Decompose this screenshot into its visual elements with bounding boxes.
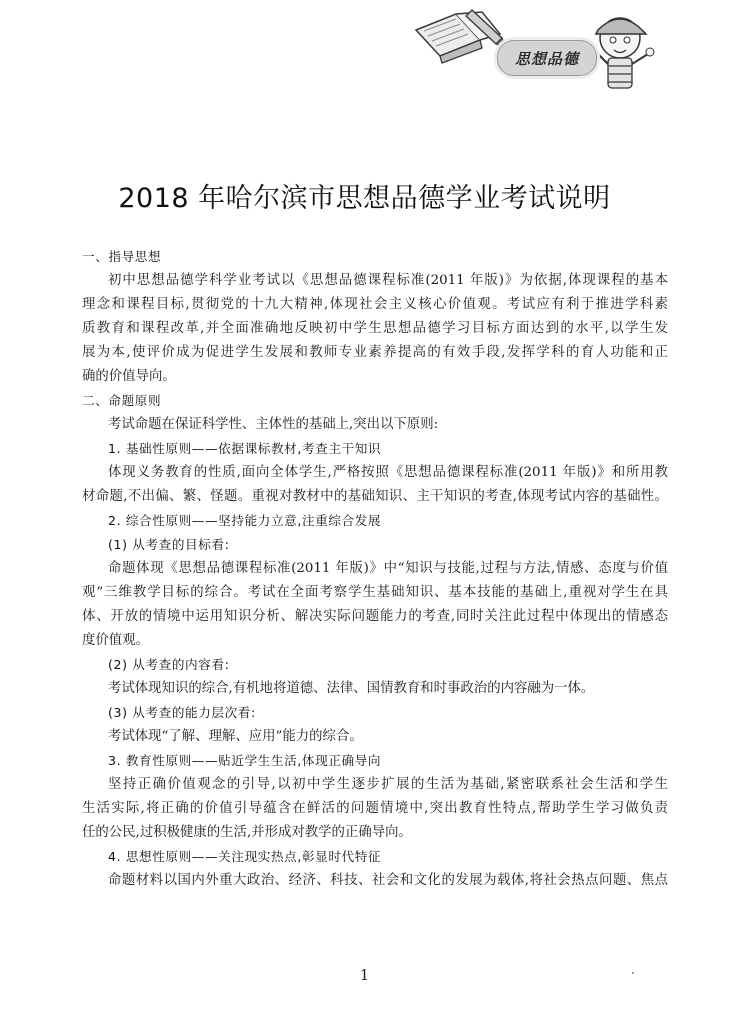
paragraph-line: 命题材料以国内外重大政治、经济、科技、社会和文化的发展为载体,将社会热点问题、焦点 [108,873,668,888]
subject-badge: 思想品德 [497,40,597,76]
subsection-heading: 3. 教育性原则——贴近学生生活,体现正确导向 [108,753,382,768]
paragraph-line: 度价值观。 [82,633,149,648]
page-title: 2018 年哈尔滨市思想品德学业考试说明 [118,183,611,214]
paragraph-line: 坚持正确价值观念的引导,以初中学生逐步扩展的生活为基础,紧密联系社会生活和学生 [108,777,668,792]
paragraph-line: 体、开放的情境中运用知识分析、解决实际问题能力的考查,同时关注此过程中体现出的情感态 [82,609,668,624]
sub-item-heading: (3) 从考查的能力层次看: [108,705,256,720]
paragraph-line: 任的公民,过积极健康的生活,并形成对教学的正确导向。 [82,825,412,840]
paragraph-line: 质教育和课程改革,并全面准确地反映初中学生思想品德学习目标方面达到的水平,以学生发 [82,321,668,336]
document-body [82,245,668,893]
paragraph-line: 命题体现《思想品德课程标准(2011 年版)》中“知识与技能,过程与方法,情感、态度与价值 [108,561,668,576]
subsection-heading: 4. 思想性原则——关注现实热点,彰显时代特征 [108,849,382,864]
sub-item-heading: (1) 从考查的目标看: [108,537,230,552]
sub-item-heading: (2) 从考查的内容看: [108,657,230,672]
paragraph-line: 初中思想品德学科学业考试以《思想品德课程标准(2011 年版)》为依据,体现课程的基本 [108,273,668,288]
paragraph-line: 生活实际,将正确的价值引导蕴含在鲜活的问题情境中,突出教育性特点,帮助学生学习做负责 [82,801,668,816]
page-number: 1 [359,966,370,984]
subsection-heading: 1. 基础性原则——依据课标教材,考查主干知识 [108,441,382,456]
section-heading: 一、指导思想 [82,249,162,264]
paragraph-line: 展为本,使评价成为促进学生发展和教师专业素养提高的有效手段,发挥学科的育人功能和正 [82,345,668,360]
paragraph-line: 考试体现知识的综合,有机地将道德、法律、国情教育和时事政治的内容融为一体。 [108,681,595,696]
paragraph-line: 材命题,不出偏、繁、怪题。重视对教材中的基础知识、主干知识的考查,体现考试内容的基础性。 [82,489,668,504]
paragraph-line: 考试命题在保证科学性、主体性的基础上,突出以下原则: [108,417,439,432]
paragraph-line: 观”三维教学目标的综合。考试在全面考察学生基础知识、基本技能的基础上,重视对学生在具 [82,585,668,600]
paragraph-line: 考试体现“了解、理解、应用”能力的综合。 [108,729,363,744]
subsection-heading: 2. 综合性原则——坚持能力立意,注重综合发展 [108,513,382,528]
paragraph-line: 确的价值导向。 [82,369,176,384]
cartoon-boy-icon [588,18,654,88]
paragraph-line: 体现义务教育的性质,面向全体学生,严格按照《思想品德课程标准(2011 年版)》和所用教 [108,465,668,480]
paragraph-line: 理念和课程目标,贯彻党的十九大精神,体现社会主义核心价值观。考试应有利于推进学科素 [82,297,668,312]
print-mark [632,972,634,974]
section-heading: 二、命题原则 [82,393,162,408]
